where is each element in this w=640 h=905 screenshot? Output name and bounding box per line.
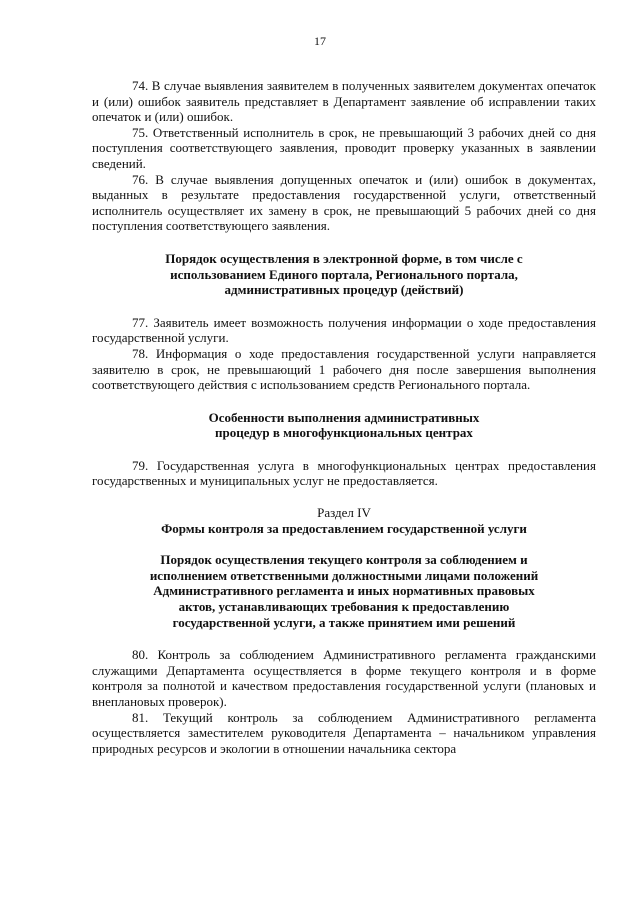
heading-current-control-text: Порядок осуществления текущего контроля за соблюдением и исполнением ответственными должностными лицами положений Административного регламента и иных нормативных правовых актов, устанавливающих требования к предоставлению государственной услуги, а также принятием ими решений bbox=[149, 552, 539, 630]
paragraph-79: 79. Государственная услуга в многофункциональных центрах предоставления государственных и муниципальных услуг не предоставляется. bbox=[92, 457, 596, 489]
paragraph-80: 80. Контроль за соблюдением Административного регламента гражданскими служащими Департамента осуществляется в форме текущего контроля и в форме контроля за полнотой и качеством предоставления государственной услуги (плановых и внеплановых проверок). bbox=[92, 647, 596, 709]
section-title: Формы контроля за предоставлением государственной услуги bbox=[161, 520, 527, 536]
paragraph-75: 75. Ответственный исполнитель в срок, не превышающий 3 рабочих дней со дня поступления соответствующего заявления, проводит проверку указанных в заявлении сведений. bbox=[92, 124, 596, 171]
paragraph-81: 81. Текущий контроль за соблюдением Административного регламента осуществляется заместителем руководителя Департамента – начальником управления природных ресурсов и экологии в отношении начальника сектора bbox=[92, 709, 596, 756]
paragraph-76: 76. В случае выявления допущенных опечаток и (или) ошибок в документах, выданных в результате предоставления государственной услуги, ответственный исполнитель осуществляет их замену в срок, не превышающий 5 рабочих дней со дня поступления соответствующего заявления. bbox=[92, 171, 596, 234]
page-number: 17 bbox=[314, 34, 326, 48]
paragraph-74: 74. В случае выявления заявителем в полученных заявителем документах опечаток и (или) ошибок заявитель представляет в Департамент заявление об исправлении таких опечаток и (или) ошибок. bbox=[92, 78, 596, 125]
heading-mfc-procedures-text: Особенности выполнения административных процедур в многофункциональных центрах bbox=[208, 409, 480, 441]
heading-mfc-procedures bbox=[92, 410, 596, 441]
paragraph-78: 78. Информация о ходе предоставления государственной услуги направляется заявителю в срок, не превышающий 1 рабочего дня после завершения выполнения соответствующего действия с использованием средств Регионального портала. bbox=[92, 345, 596, 393]
section-label: Раздел IV bbox=[317, 505, 371, 521]
heading-current-control bbox=[92, 552, 596, 630]
paragraph-77: 77. Заявитель имеет возможность получения информации о ходе предоставления государственной услуги. bbox=[92, 314, 596, 346]
heading-electronic-form bbox=[92, 251, 596, 298]
heading-electronic-form-text: Порядок осуществления в электронной форме, в том числе с использованием Единого портала, Регионального портала, административных процедур (действий) bbox=[165, 250, 523, 298]
document-body bbox=[92, 78, 596, 756]
